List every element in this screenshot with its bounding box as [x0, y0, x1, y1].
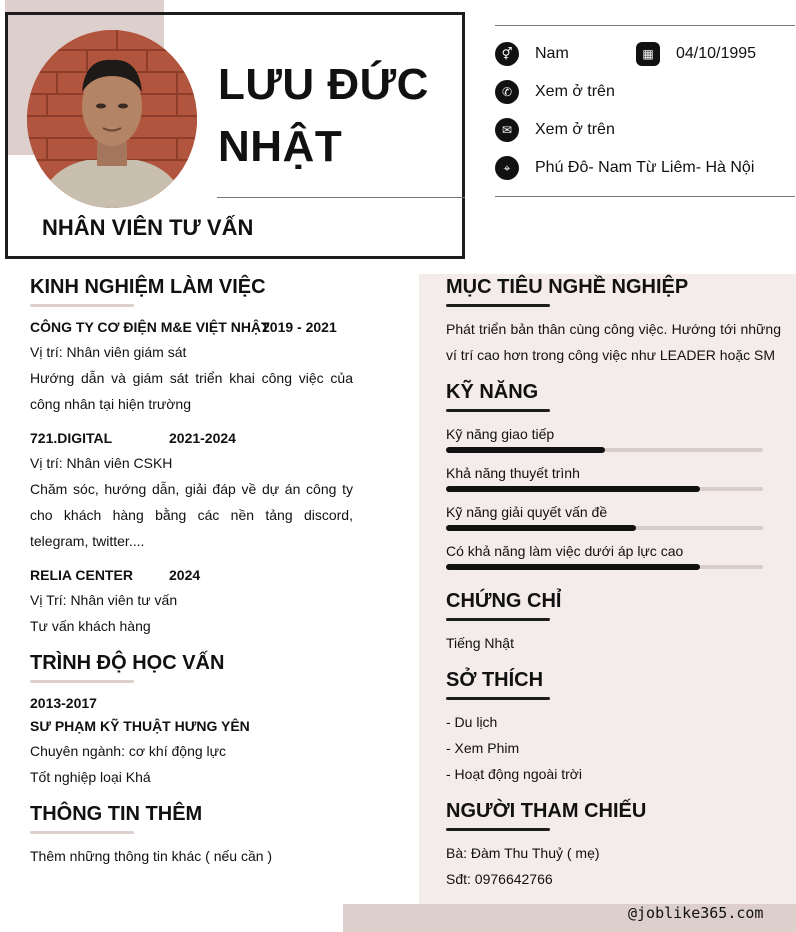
job-title: NHÂN VIÊN TƯ VẤN — [42, 215, 254, 240]
certificates-underline — [446, 618, 550, 621]
skill-bar — [446, 487, 763, 491]
job-description: Chăm sóc, hướng dẫn, giải đáp về dự án công ty cho khách hàng bằng các nền tảng discord, telegram, twitter.... — [30, 481, 353, 549]
calendar-icon: ▦ — [636, 42, 660, 66]
skill-bar — [446, 565, 763, 569]
candidate-name-line1: LƯU ĐỨC — [218, 60, 429, 109]
avatar — [27, 30, 197, 208]
job-company: RELIA CENTER — [30, 567, 133, 583]
extra-info-underline — [30, 831, 134, 834]
contact-gender — [495, 42, 569, 66]
job-description: Tư vấn khách hàng — [30, 618, 151, 634]
objective-text: Phát triển bản thân cùng công việc. Hướng tới những ví trí cao hơn trong công việc như LEADER hoặc SM — [446, 321, 781, 363]
objective-title: MỤC TIÊU NGHỀ NGHIỆP — [446, 276, 689, 298]
skill-label: Khả năng thuyết trình — [446, 465, 580, 481]
job-period: 2021-2024 — [169, 430, 236, 446]
avatar-photo — [27, 30, 197, 208]
education-title: TRÌNH ĐỘ HỌC VẤN — [30, 652, 225, 674]
job-role: Vị trí: Nhân viên giám sát — [30, 344, 187, 360]
extra-info-title: THÔNG TIN THÊM — [30, 803, 203, 825]
hobby-item: - Xem Phim — [446, 740, 520, 756]
job-role: Vị Trí: Nhân viên tư vấn — [30, 592, 178, 608]
reference-phone: Sđt: 0976642766 — [446, 871, 553, 887]
skill-bar-fill — [446, 447, 605, 453]
email-value: Xem ở trên — [535, 121, 615, 138]
reference-underline — [446, 828, 550, 831]
contact-divider-top — [495, 25, 795, 26]
hobbies-title: SỞ THÍCH — [446, 669, 544, 691]
education-grade: Tốt nghiệp loại Khá — [30, 769, 151, 785]
job-period: 2024 — [169, 567, 201, 583]
candidate-name-line2: NHẬT — [218, 122, 343, 171]
certificates-title: CHỨNG CHỈ — [446, 590, 562, 612]
name-divider — [217, 197, 465, 198]
gender-icon: ⚥ — [495, 42, 519, 66]
hobby-item: - Du lịch — [446, 714, 498, 730]
hobby-item: - Hoạt động ngoài trời — [446, 766, 583, 782]
candidate-name — [218, 54, 429, 178]
skill-label: Có khả năng làm việc dưới áp lực cao — [446, 543, 684, 559]
contact-email — [495, 118, 615, 142]
contact-birthday — [636, 42, 756, 66]
contact-address — [495, 156, 754, 180]
skills-underline — [446, 409, 550, 412]
job-period: 2019 - 2021 — [262, 319, 337, 335]
hobbies-underline — [446, 697, 550, 700]
watermark: @joblike365.com — [628, 904, 764, 922]
skill-bar — [446, 448, 763, 452]
contact-divider-bottom — [495, 196, 795, 197]
skills-title: KỸ NĂNG — [446, 381, 539, 403]
skill-bar — [446, 526, 763, 530]
extra-info-text: Thêm những thông tin khác ( nếu cần ) — [30, 848, 273, 864]
skill-bar-fill — [446, 525, 636, 531]
education-underline — [30, 680, 134, 683]
birthday-value: 04/10/1995 — [676, 45, 757, 62]
contact-phone — [495, 80, 615, 104]
location-pin-icon: ⌖ — [495, 156, 519, 180]
objective-underline — [446, 304, 550, 307]
address-value: Phú Đô- Nam Từ Liêm- Hà Nội — [535, 159, 755, 176]
job-company: 721.DIGITAL — [30, 430, 113, 446]
skill-bar-fill — [446, 486, 700, 492]
education-school: SƯ PHẠM KỸ THUẬT HƯNG YÊN — [30, 718, 250, 734]
skill-bar-fill — [446, 564, 700, 570]
experience-title: KINH NGHIỆM LÀM VIỆC — [30, 276, 266, 298]
phone-value: Xem ở trên — [535, 83, 615, 100]
skill-label: Kỹ năng giao tiếp — [446, 426, 555, 442]
job-company: CÔNG TY CƠ ĐIỆN M&E VIỆT NHẬT — [30, 319, 270, 335]
phone-icon: ✆ — [495, 80, 519, 104]
job-role: Vị trí: Nhân viên CSKH — [30, 455, 173, 471]
reference-name: Bà: Đàm Thu Thuỷ ( mẹ) — [446, 845, 600, 861]
reference-title: NGƯỜI THAM CHIẾU — [446, 800, 647, 822]
experience-underline — [30, 304, 134, 307]
job-description: Hướng dẫn và giám sát triển khai công việc của công nhân tại hiện trường — [30, 370, 353, 412]
certificate-item: Tiếng Nhật — [446, 635, 514, 651]
gender-value: Nam — [535, 45, 569, 62]
envelope-icon: ✉ — [495, 118, 519, 142]
education-major: Chuyên ngành: cơ khí động lực — [30, 743, 227, 759]
education-period: 2013-2017 — [30, 695, 97, 711]
skill-label: Kỹ năng giải quyết vấn đề — [446, 504, 608, 520]
